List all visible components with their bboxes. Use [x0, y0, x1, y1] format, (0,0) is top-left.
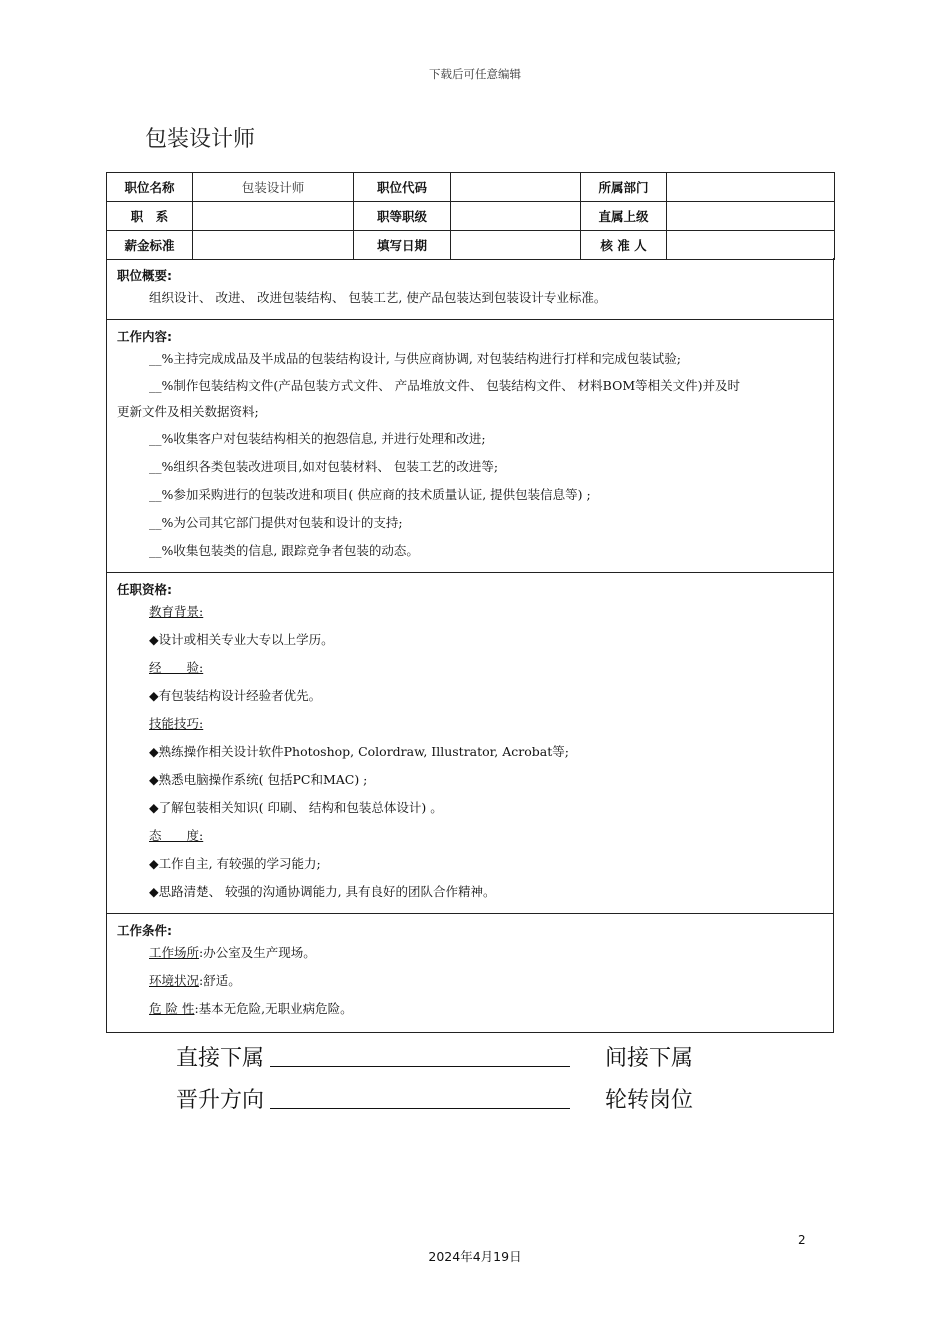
overview-text: 组织设计、 改进、 改进包装结构、 包装工艺, 使产品包装达到包装设计专业标准。: [149, 290, 607, 305]
environment-value: :舒适。: [199, 973, 241, 988]
experience-item: ◆有包装结构设计经验者优先。: [149, 688, 322, 703]
condition-environment: [107, 967, 833, 995]
table-row: [107, 202, 835, 231]
education-label: 教育背景:: [149, 604, 204, 619]
place-label: 工作场所: [149, 945, 200, 960]
page-number: 2: [798, 1233, 806, 1247]
position-code-label: 职位代码: [354, 173, 451, 202]
department-label: 所属部门: [581, 173, 667, 202]
position-name-label: 职位名称: [107, 173, 193, 202]
duties-heading: 工作内容:: [117, 329, 172, 344]
header-note: 下载后可任意编辑: [429, 67, 521, 81]
qualifications-heading: 任职资格:: [117, 582, 172, 597]
overview-section: [106, 258, 834, 320]
salary-label: 薪金标准: [107, 231, 193, 260]
position-code-value: [451, 173, 581, 202]
hazard-label: 危 险 性: [149, 1001, 195, 1016]
place-value: :办公室及生产现场。: [199, 945, 316, 960]
condition-place: [107, 939, 833, 967]
condition-hazard: [107, 995, 833, 1023]
overview-heading: 职位概要:: [117, 268, 172, 283]
conditions-section: [106, 913, 834, 1033]
promotion-line: [270, 1108, 570, 1109]
attitude-label: 态 度:: [149, 828, 204, 843]
duty-item-continuation: 更新文件及相关数据资料;: [117, 404, 259, 419]
series-label: 职 系: [107, 202, 193, 231]
direct-subordinate-label: 直接下属: [176, 1046, 265, 1071]
duty-item-text: __%制作包装结构文件(产品包装方式文件、 产品堆放文件、 包装结构文件、 材料BOM等相关文件)并及时: [149, 378, 741, 393]
table-row: [107, 231, 835, 260]
experience-label: 经 验:: [149, 660, 204, 675]
superior-value: [667, 202, 835, 231]
promotion-label: 晋升方向: [176, 1088, 265, 1113]
fill-date-value: [451, 231, 581, 260]
attitude-item: ◆思路清楚、 较强的沟通协调能力, 具有良好的团队合作精神。: [149, 884, 496, 899]
skill-item: ◆熟练操作相关设计软件Photoshop, Colordraw, Illustrator, Acrobat等;: [149, 744, 569, 759]
duty-item: __%参加采购进行的包装改进和项目( 供应商的技术质量认证, 提供包装信息等) ;: [149, 487, 591, 502]
conditions-heading: 工作条件:: [117, 923, 172, 938]
duties-section: [106, 319, 834, 573]
direct-subordinate-line: [270, 1066, 570, 1067]
skill-item: ◆熟悉电脑操作系统( 包括PC和MAC) ;: [149, 772, 368, 787]
department-value: [667, 173, 835, 202]
grade-value: [451, 202, 581, 231]
duty-item: __%为公司其它部门提供对包装和设计的支持;: [149, 515, 403, 530]
grade-label: 职等职级: [354, 202, 451, 231]
indirect-subordinate-label: 间接下属: [605, 1046, 694, 1071]
fill-date-label: 填写日期: [354, 231, 451, 260]
duty-item: __%收集客户对包装结构相关的抱怨信息, 并进行处理和改进;: [149, 431, 486, 446]
superior-label: 直属上级: [581, 202, 667, 231]
salary-value: [193, 231, 354, 260]
duty-item: [107, 373, 833, 425]
skill-item: ◆了解包装相关知识( 印刷、 结构和包装总体设计) 。: [149, 800, 443, 815]
page-title: 包装设计师: [145, 127, 256, 152]
approver-label: 核 准 人: [581, 231, 667, 260]
environment-label: 环境状况: [149, 973, 200, 988]
duty-item: __%主持完成成品及半成品的包装结构设计, 与供应商协调, 对包装结构进行打样和完成包装试验;: [149, 351, 681, 366]
duty-item: __%收集包装类的信息, 跟踪竞争者包装的动态。: [149, 543, 419, 558]
skills-label: 技能技巧:: [149, 716, 204, 731]
position-info-table: [106, 172, 835, 260]
education-item: ◆设计或相关专业大专以上学历。: [149, 632, 334, 647]
duty-item: __%组织各类包装改进项目,如对包装材料、 包装工艺的改进等;: [149, 459, 499, 474]
position-name-value: 包装设计师: [193, 173, 354, 202]
attitude-item: ◆工作自主, 有较强的学习能力;: [149, 856, 321, 871]
qualifications-section: [106, 572, 834, 914]
series-value: [193, 202, 354, 231]
table-row: [107, 173, 835, 202]
hazard-value: :基本无危险,无职业病危险。: [194, 1001, 353, 1016]
approver-value: [667, 231, 835, 260]
footer-date: 2024年4月19日: [428, 1249, 522, 1264]
rotation-label: 轮转岗位: [605, 1088, 694, 1113]
